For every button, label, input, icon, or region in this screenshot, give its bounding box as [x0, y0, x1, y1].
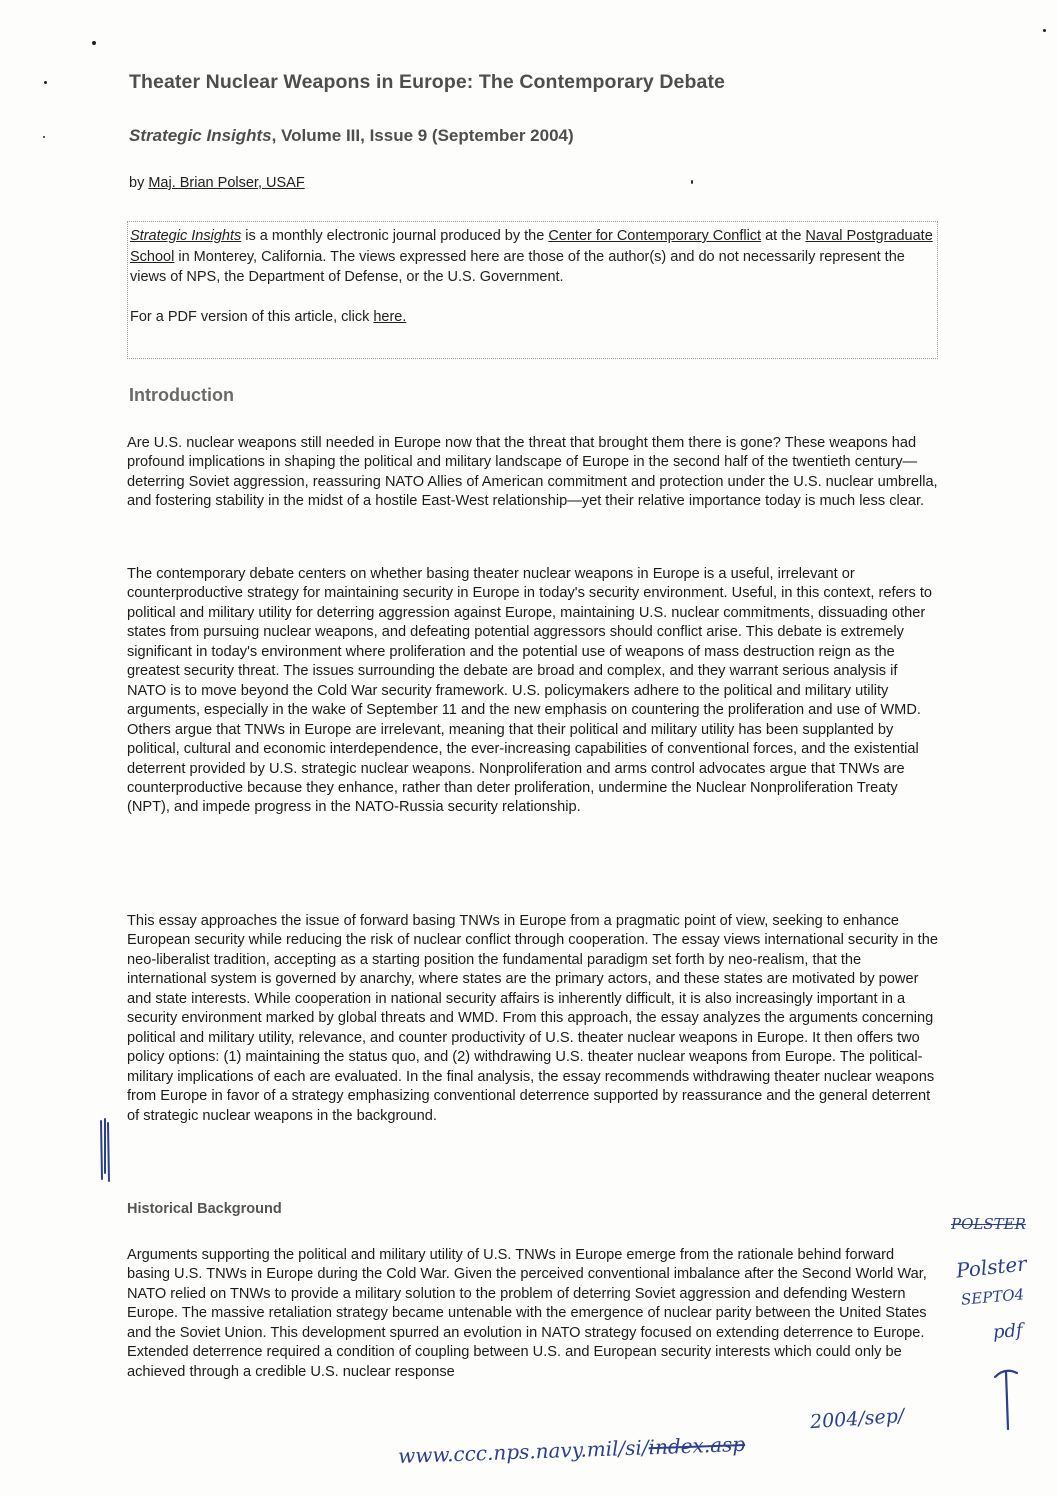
notice-text-2: at the — [761, 228, 806, 244]
scan-speck — [43, 136, 45, 138]
handwritten-format: pdf — [992, 1319, 1024, 1344]
handwritten-name: Polster — [954, 1251, 1028, 1283]
paragraph-3: This essay approaches the issue of forward basing TNWs in Europe from a pragmatic point of view, seeking to enhance European security while reducing the risk of nuclear conflict through cooperation. The essay views international security in the neo-liberalist tradition, accepting as a starting position the fundamental paradigm set forth by neo-realism, that the international system is governed by anarchy, where states are the primary actors, and these states are motivated by power and state interests. While cooperation in national security affairs is inherently difficult, it is also increasingly important in a security environment marked by global threats and WMD. From this approach, the essay analyzes the arguments concerning political and military utility, relevance, and counter productivity of U.S. theater nuclear weapons in Europe. It then offers two policy options: (1) maintaining the status quo, and (2) withdrawing U.S. theater nuclear weapons from Europe. The political-military implications of each are evaluated. In the final analysis, the essay recommends withdrawing theater nuclear weapons from Europe in favor of a strategy emphasizing conventional deterrence supported by reassurance and the general deterrent of strategic nuclear weapons in the background. — [127, 913, 938, 1124]
handwritten-url-text: www.ccc.nps.navy.mil/si/ — [397, 1435, 649, 1469]
issue-info: , Volume III, Issue 9 (September 2004) — [271, 126, 574, 145]
article-title: Theater Nuclear Weapons in Europe: The Contemporary Debate — [129, 71, 725, 93]
byline-prefix: by — [129, 175, 149, 191]
ccc-link[interactable]: Center for Contemporary Conflict — [548, 228, 762, 244]
historical-background-heading: Historical Background — [127, 1201, 282, 1217]
paragraph-4: Arguments supporting the political and military utility of U.S. TNWs in Europe emerge from the rationale behind forward basing U.S. TNWs in Europe during the Cold War. Given the perceived conventional imbalance after the Second World War, NATO relied on TNWs to provide a military solution to the problem of deterring Soviet aggression and defending Western Europe. The massive retaliation strategy became untenable with the emergence of nuclear parity between the United States and the Soviet Union. This development spurred an evolution in NATO strategy focused on extending deterrence to Europe. Extended deterrence required a condition of coupling between U.S. and European security interests which could only be achieved through a credible U.S. nuclear response — [127, 1247, 927, 1380]
handwritten-struck-name: POLSTER — [951, 1215, 1026, 1233]
article-subtitle — [129, 126, 574, 146]
notice-text-1: is a monthly electronic journal produced by the — [241, 228, 549, 244]
introduction-heading: Introduction — [129, 385, 234, 405]
pdf-notice — [130, 307, 935, 328]
margin-tally-marks-icon — [98, 1115, 112, 1185]
journal-name: Strategic Insights — [129, 126, 272, 145]
pdf-prefix: For a PDF version of this article, click — [130, 308, 374, 325]
handwritten-url-struck: index.asp — [648, 1431, 746, 1460]
strategic-insights-link[interactable]: Strategic Insights — [130, 228, 242, 244]
scan-speck — [44, 81, 47, 84]
paragraph-1: Are U.S. nuclear weapons still needed in Europe now that the threat that brought them there is gone? These weapons had profound implications in shaping the political and military landscape of Europe in the second half of the twentieth century—deterring Soviet aggression, reassuring NATO Allies of American commitment and protection under the U.S. nuclear umbrella, and fostering stability in the midst of a hostile East-West relationship—yet their relative importance today is much less clear. — [127, 435, 938, 510]
handwritten-path: 2004/sep/ — [809, 1404, 905, 1434]
byline — [129, 175, 305, 191]
pdf-link[interactable]: here. — [373, 308, 407, 325]
journal-notice-text — [130, 226, 935, 288]
author-link[interactable]: Maj. Brian Polser, USAF — [148, 175, 305, 191]
journal-notice-box — [127, 221, 938, 359]
handwritten-url — [398, 1432, 746, 1468]
nps-link[interactable]: Naval Postgraduate School — [130, 228, 933, 265]
scan-speck — [92, 41, 96, 45]
handwritten-month: SEPTO4 — [960, 1285, 1025, 1309]
paragraph-2: The contemporary debate centers on whether basing theater nuclear weapons in Europe is a useful, irrelevant or counterproductive strategy for maintaining security in Europe in today's security environment. Useful, in this context, refers to political and military utility for deterring aggression against Europe, maintaining U.S. nuclear commitments, dissuading other states from pursuing nuclear weapons, and defeating potential aggressors should conflict arise. This debate is extremely significant in today's environment where proliferation and the potential use of weapons of mass destruction reign as the greatest security threat. The issues surrounding the debate are broad and complex, and they warrant serious analysis if NATO is to move beyond the Cold War security framework. U.S. policymakers adhere to the political and military utility arguments, especially in the wake of September 11 and the new emphasis on countering the proliferation and use of WMD. Others argue that TNWs in Europe are irrelevant, meaning that their political and military utility has been supplanted by political, cultural and economic interdependence, the ever-increasing capabilities of conventional forces, and the existential deterrent provided by U.S. strategic nuclear weapons. Nonproliferation and arms control advocates argue that TNWs are counterproductive because they enhance, rather than deter proliferation, undermine the Nuclear Nonproliferation Treaty (NPT), and impede progress in the NATO-Russia security relationship. — [127, 566, 933, 816]
handwritten-arrow-icon — [991, 1363, 1021, 1433]
scan-speck — [1043, 29, 1046, 32]
scan-speck — [691, 180, 693, 184]
notice-text-3: in Monterey, California. The views expressed here are those of the author(s) and do not necessarily represent the views of NPS, the Department of Defense, or the U.S. Government. — [130, 248, 905, 285]
